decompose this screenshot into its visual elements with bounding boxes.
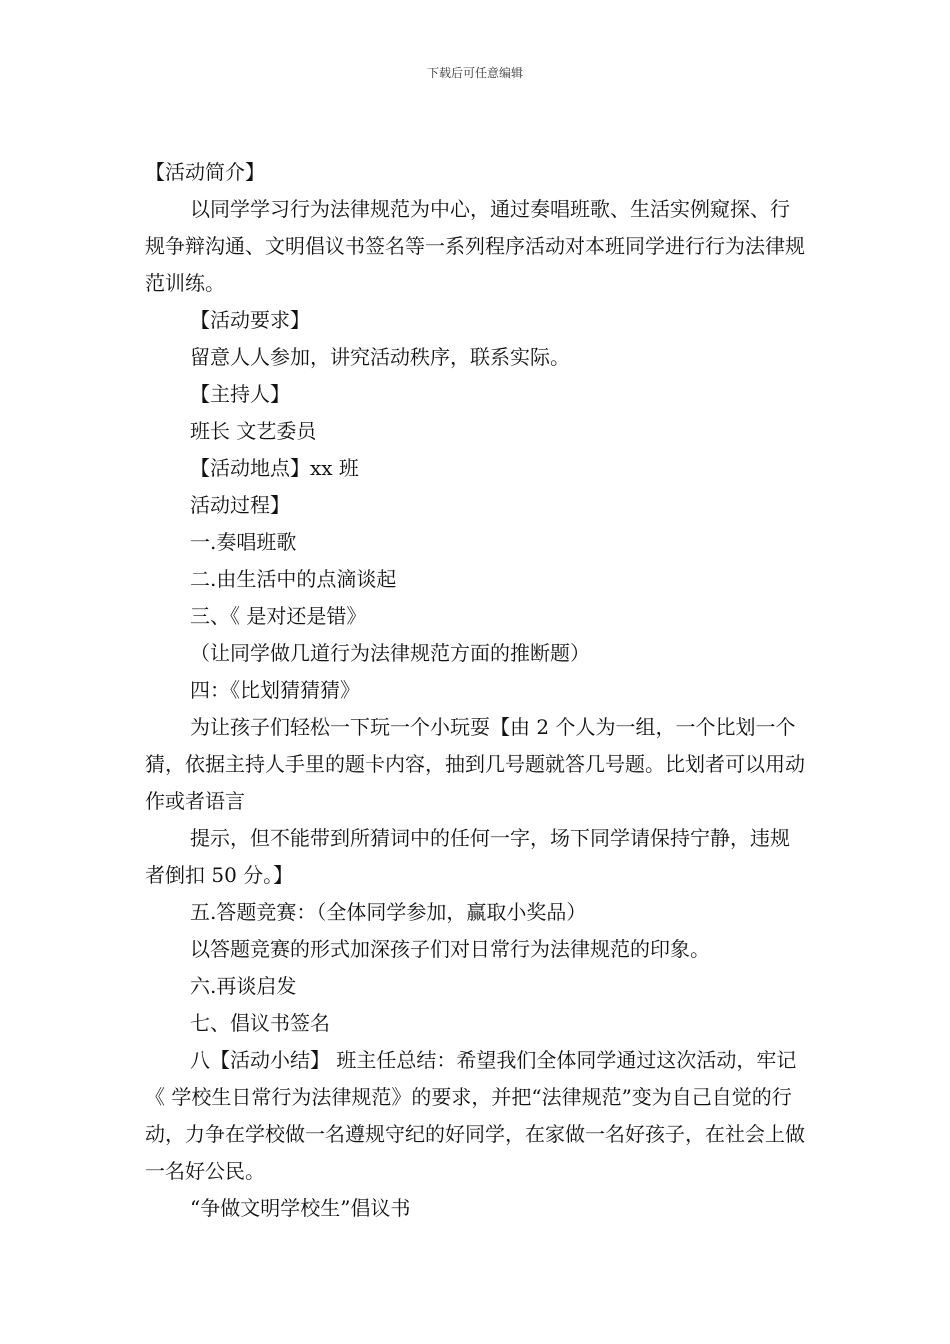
document-body <box>145 154 805 1227</box>
paragraph: 六.再谈启发 <box>190 974 297 998</box>
paragraph: 三、《 是对还是错》 <box>190 604 367 628</box>
paragraph: 二.由生活中的点滴谈起 <box>190 567 397 591</box>
paragraph: 一.奏唱班歌 <box>190 530 297 554</box>
paragraph: 七、倡议书签名 <box>190 1011 330 1035</box>
paragraph: 提示，但不能带到所猜词中的任何一字，场下同学请保持宁静，违规者倒扣 50 分。】 <box>145 826 790 887</box>
paragraph: 为让孩子们轻松一下玩一个小玩耍【由 2 个人为一组，一个比划一个猜，依据主持人手里的题卡内容，抽到几号题就答几号题。比划者可以用动作或者语言 <box>145 715 805 813</box>
paragraph: 【活动地点】xx 班 <box>190 456 359 480</box>
paragraph: 【活动简介】 <box>145 160 265 184</box>
paragraph: 四：《比划猜猜猜》 <box>190 678 360 702</box>
paragraph: 以同学学习行为法律规范为中心，通过奏唱班歌、生活实例窥探、行规争辩沟通、文明倡议书签名等一系列程序活动对本班同学进行行为法律规范训练。 <box>145 197 805 295</box>
paragraph: 活动过程】 <box>190 493 290 517</box>
paragraph: “争做文明学校生”倡议书 <box>190 1196 411 1220</box>
paragraph: 留意人人参加，讲究活动秩序，联系实际。 <box>190 345 570 369</box>
paragraph: 五.答题竞赛：（全体同学参加，赢取小奖品） <box>190 900 587 924</box>
paragraph: 班长 文艺委员 <box>190 419 317 443</box>
paragraph: （让同学做几道行为法律规范方面的推断题） <box>190 641 590 665</box>
paragraph: 【活动要求】 <box>190 308 310 332</box>
paragraph: 【主持人】 <box>190 382 290 406</box>
paragraph: 八【活动小结】 班主任总结：希望我们全体同学通过这次活动，牢记《 学校生日常行为法律规范》的要求，并把“法律规范”变为自己自觉的行动，力争在学校做一名遵规守纪的好同学，在家做一名好孩子，在社会上做一名好公民。 <box>145 1048 805 1183</box>
page-header: 下载后可任意编辑 <box>426 66 523 80</box>
paragraph: 以答题竞赛的形式加深孩子们对日常行为法律规范的印象。 <box>190 937 710 961</box>
